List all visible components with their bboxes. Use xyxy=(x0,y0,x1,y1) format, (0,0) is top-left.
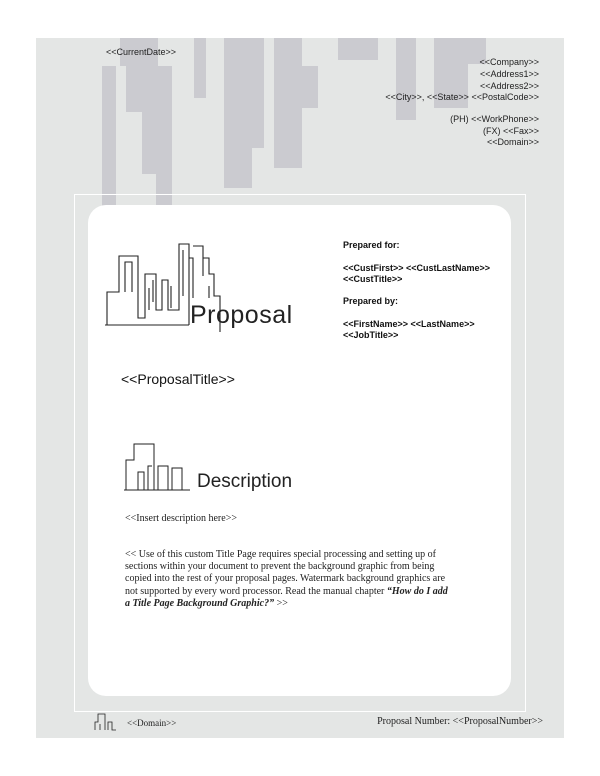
watermark-building xyxy=(142,66,172,174)
note-manual-chapter: “How do I add xyxy=(386,586,448,597)
watermark-building xyxy=(194,38,206,98)
domain: <<Domain>> xyxy=(486,137,539,147)
note-line-4-text: not supported by every word processor. Read the manual chapter xyxy=(125,586,387,597)
prepared-for-label: Prepared for: xyxy=(343,240,400,250)
watermark-building xyxy=(126,66,142,112)
watermark-building xyxy=(224,38,252,188)
fax: (FX) <<Fax>> xyxy=(482,126,539,136)
description-heading: Description xyxy=(197,471,293,492)
note-line-1: << Use of this custom Title Page requires special processing and setting up of xyxy=(125,549,436,560)
watermark-building xyxy=(396,38,416,120)
note-end: >> xyxy=(274,598,288,609)
footer-skyline-icon xyxy=(94,712,124,732)
customer-name: <<CustFirst>> <<CustLastName>> xyxy=(343,263,491,273)
proposal-logo-text: Proposal xyxy=(190,301,293,329)
watermark-building xyxy=(292,66,318,108)
author-title: <<JobTitle>> xyxy=(343,330,399,340)
address-line-2: <<Address2>> xyxy=(479,81,539,91)
note-line-4 xyxy=(125,586,448,597)
note-line-2: sections within your document to prevent the background graphic from being xyxy=(125,561,435,572)
watermark-building xyxy=(338,38,378,60)
current-date: <<CurrentDate>> xyxy=(106,47,177,57)
city-state-postal: <<City>>, <<State>> <<PostalCode>> xyxy=(385,92,539,102)
work-phone: (PH) <<WorkPhone>> xyxy=(450,114,539,124)
watermark-building xyxy=(252,38,264,148)
footer-domain: <<Domain>> xyxy=(127,718,177,728)
note-line-5 xyxy=(125,598,288,609)
proposal-number: Proposal Number: <<ProposalNumber>> xyxy=(377,716,543,727)
company: <<Company>> xyxy=(479,57,539,67)
skyline-small-icon xyxy=(124,440,204,500)
author-name: <<FirstName>> <<LastName>> xyxy=(343,319,475,329)
address-line-1: <<Address1>> xyxy=(479,69,539,79)
customer-title: <<CustTitle>> xyxy=(343,274,403,284)
description-placeholder: <<Insert description here>> xyxy=(125,513,237,524)
note-line-3: copied into the rest of your proposal pages. Watermark background graphics are xyxy=(125,573,446,584)
note-manual-chapter-cont: a Title Page Background Graphic?” xyxy=(125,598,275,609)
proposal-title: <<ProposalTitle>> xyxy=(121,371,235,387)
prepared-by-label: Prepared by: xyxy=(343,296,399,306)
